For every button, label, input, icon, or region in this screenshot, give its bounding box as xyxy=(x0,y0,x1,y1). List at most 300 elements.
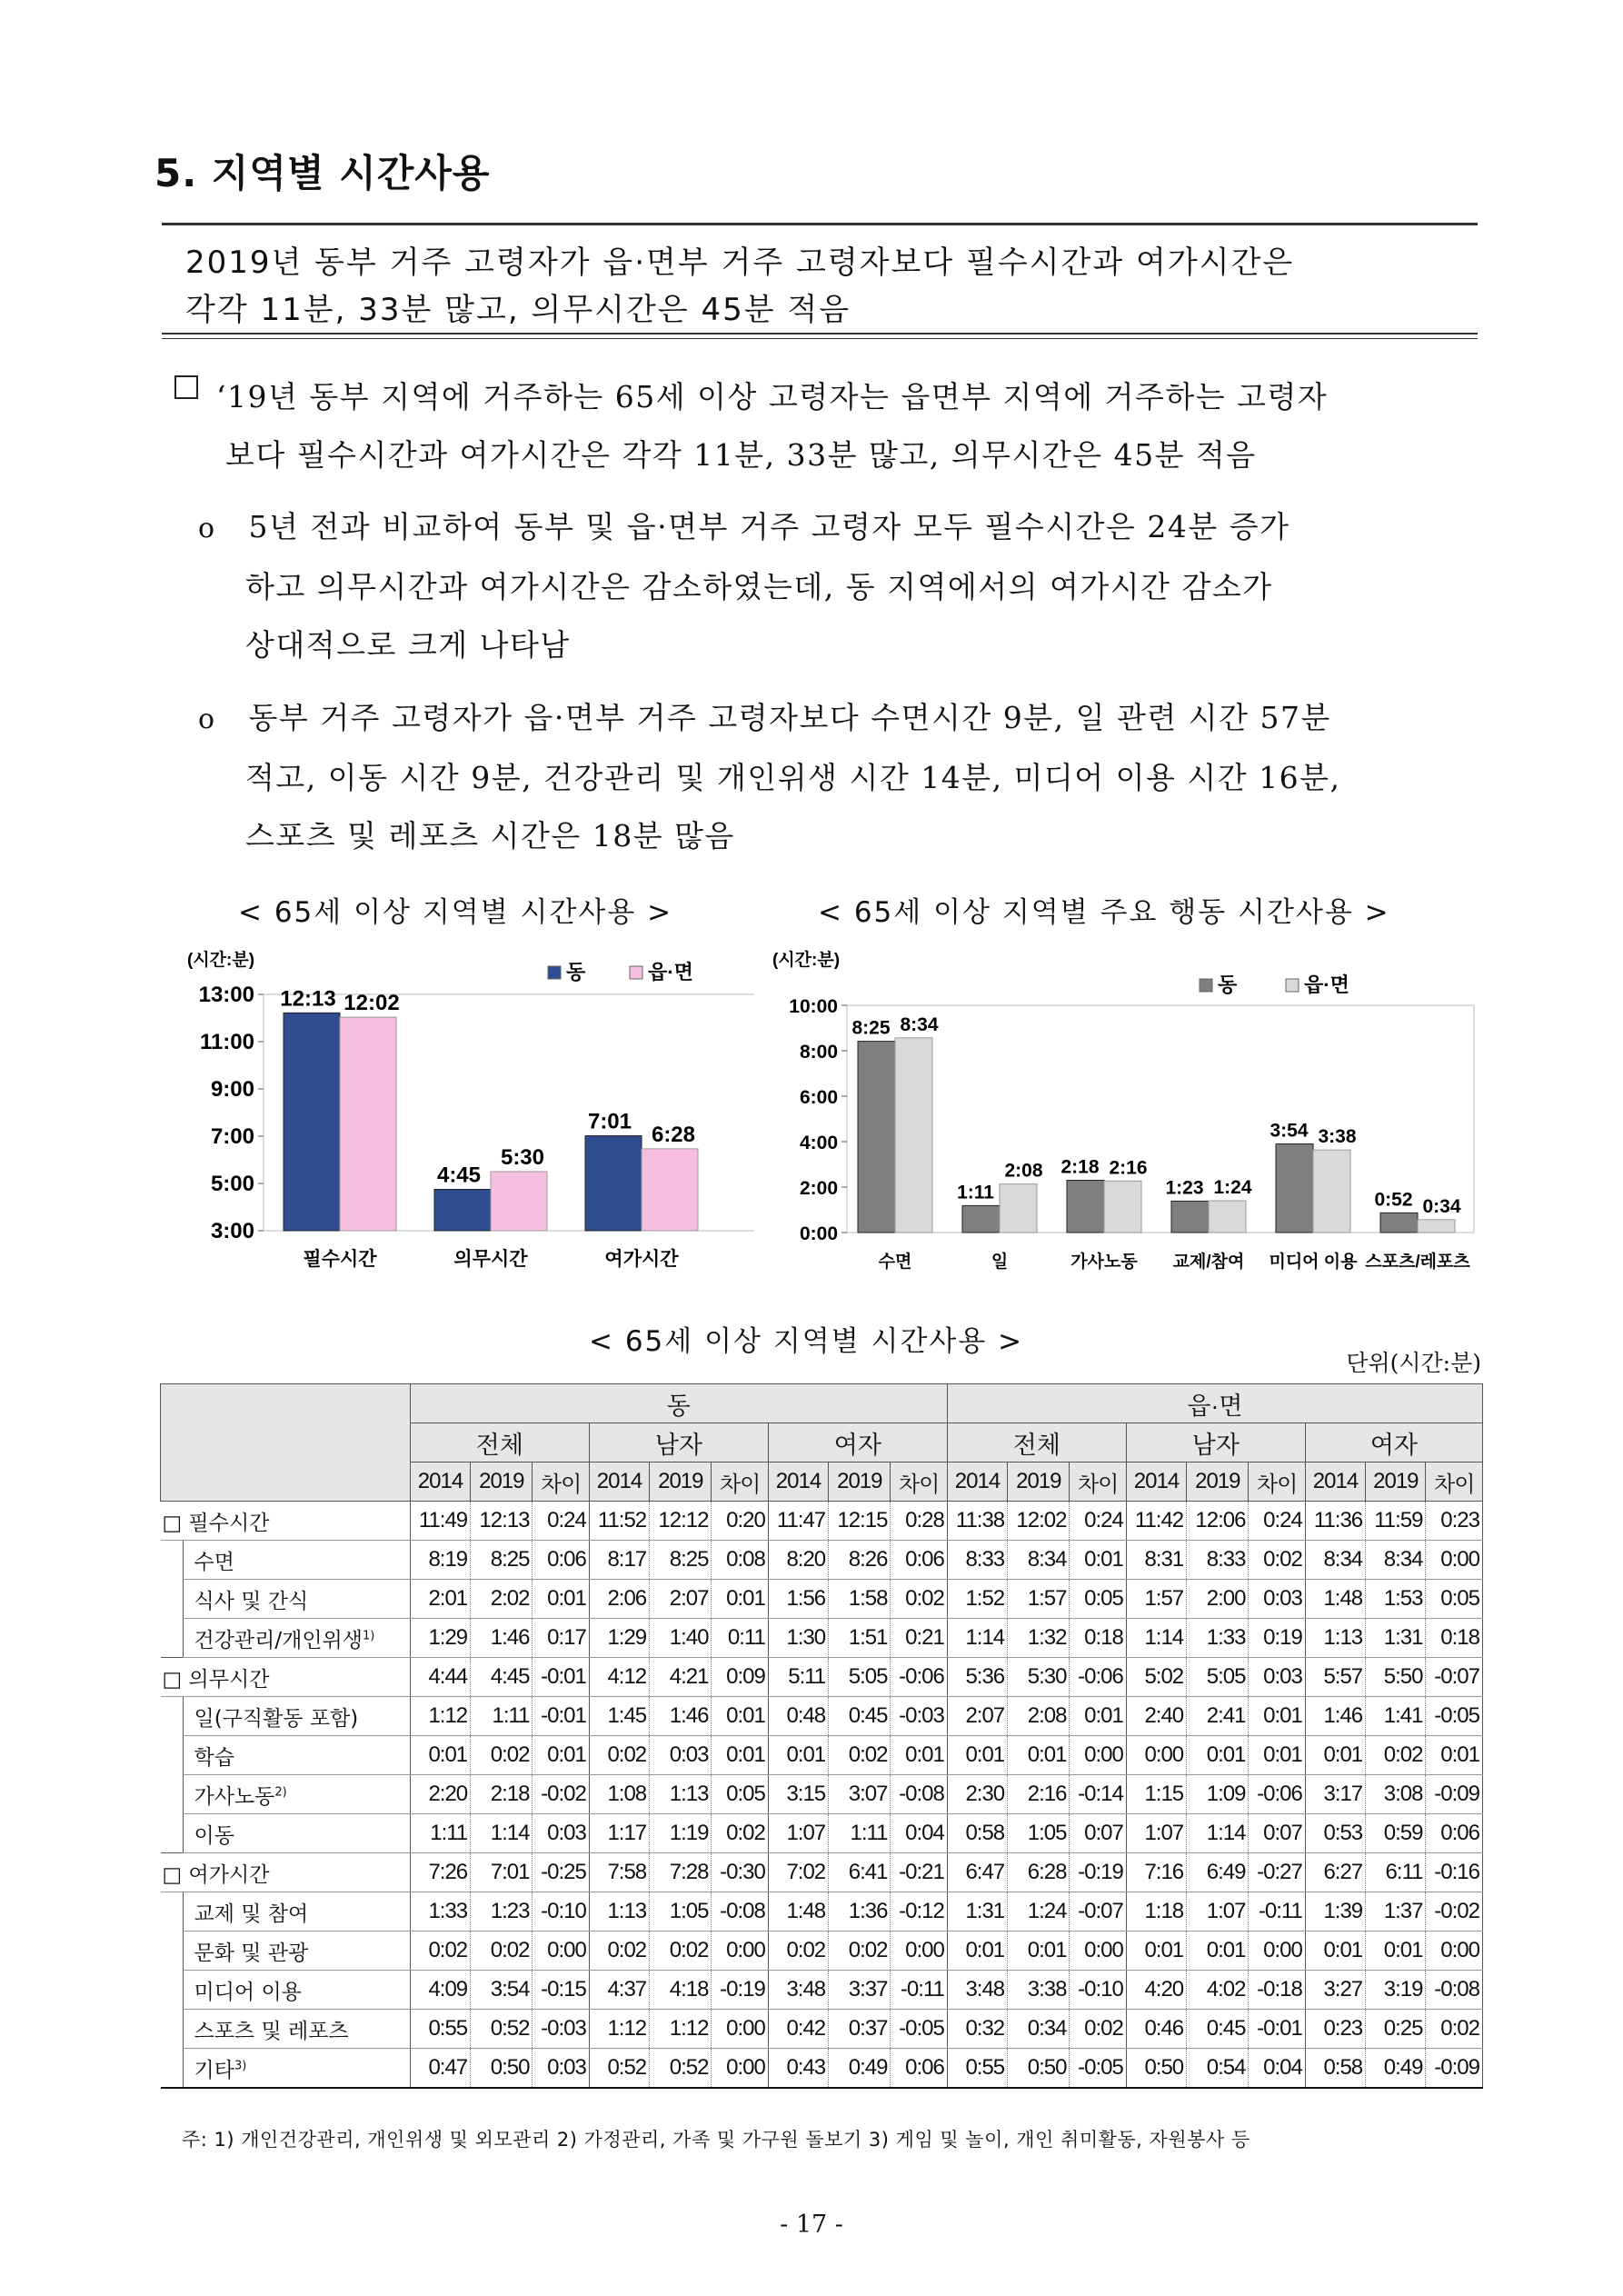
table-cell: 0:01 xyxy=(712,1736,768,1775)
table-cell: 0:03 xyxy=(533,1814,589,1853)
table-cell: 5:36 xyxy=(947,1658,1007,1697)
table-cell: 0:00 xyxy=(1070,1932,1126,1971)
table-cell: 12:02 xyxy=(1008,1502,1070,1541)
table-cell: 0:01 xyxy=(410,1736,470,1775)
bar-dong xyxy=(1171,1201,1209,1233)
table-cell: 1:58 xyxy=(829,1580,891,1619)
region-header: 읍·면 xyxy=(947,1384,1482,1423)
table-cell: 8:33 xyxy=(1187,1541,1249,1580)
table-cell: 0:02 xyxy=(650,1932,712,1971)
table-cell: -0:02 xyxy=(1426,1892,1483,1932)
table-cell: 8:26 xyxy=(829,1541,891,1580)
footnote-marker: 3) xyxy=(234,2058,247,2072)
table-cell: 0:23 xyxy=(1305,2010,1365,2049)
table-cell: 0:18 xyxy=(1070,1619,1126,1658)
table-cell: 1:32 xyxy=(1008,1619,1070,1658)
row-indent xyxy=(161,1580,184,1619)
table-row xyxy=(161,2010,1483,2049)
table-cell: 0:03 xyxy=(1249,1658,1305,1697)
table-cell: -0:10 xyxy=(1070,1971,1126,2010)
table-row xyxy=(161,1775,1483,1814)
legend-label: 읍·면 xyxy=(1304,973,1349,996)
row-label xyxy=(183,1697,410,1736)
table-cell: 0:50 xyxy=(1126,2049,1186,2089)
table-cell: 0:00 xyxy=(891,1932,947,1971)
table-cell: 2:20 xyxy=(410,1775,470,1814)
bar-dong xyxy=(434,1190,491,1232)
table-header-regions xyxy=(161,1384,1483,1423)
table-cell: 0:01 xyxy=(1249,1736,1305,1775)
table-cell: 3:19 xyxy=(1366,1971,1426,2010)
row-label-text: 기타 xyxy=(194,2058,234,2082)
table-cell: 4:09 xyxy=(410,1971,470,2010)
table-cell: -0:06 xyxy=(1070,1658,1126,1697)
table-cell: 1:14 xyxy=(1126,1619,1186,1658)
row-label-text: 교제 및 참여 xyxy=(194,1902,309,1926)
table-cell: 1:07 xyxy=(768,1814,828,1853)
group-header: 여자 xyxy=(768,1423,947,1462)
bullet2-line-1: 동부 거주 고령자가 읍·면부 거주 고령자보다 수면시간 9분, 일 관련 시간 57분 xyxy=(248,700,1331,735)
table-cell: 5:30 xyxy=(1008,1658,1070,1697)
table-cell: 11:59 xyxy=(1366,1502,1426,1541)
footnote-marker: 1) xyxy=(363,1628,375,1642)
y-tick-label: 10:00 xyxy=(789,996,838,1017)
table-cell: 0:01 xyxy=(1187,1932,1249,1971)
table-cell: 8:34 xyxy=(1008,1541,1070,1580)
bar-dong xyxy=(1276,1144,1313,1233)
table-cell: 0:01 xyxy=(712,1580,768,1619)
table-cell: 0:02 xyxy=(1426,2010,1483,2049)
group-header: 남자 xyxy=(589,1423,768,1462)
table-cell: 0:52 xyxy=(471,2010,533,2049)
data-label: 1:24 xyxy=(1213,1177,1252,1198)
year-header: 차이 xyxy=(1426,1462,1483,1502)
table-cell: 0:55 xyxy=(947,2049,1007,2089)
table-cell: 2:18 xyxy=(471,1775,533,1814)
table-cell: 0:34 xyxy=(1008,2010,1070,2049)
table-cell: 0:42 xyxy=(768,2010,828,2049)
table-cell: -0:14 xyxy=(1070,1775,1126,1814)
year-header: 2014 xyxy=(1305,1462,1365,1502)
table-cell: 0:46 xyxy=(1126,2010,1186,2049)
table-row xyxy=(161,1736,1483,1775)
legend-label: 동 xyxy=(566,961,586,983)
year-header: 2019 xyxy=(471,1462,533,1502)
table-cell: 0:00 xyxy=(712,1932,768,1971)
table-cell: -0:03 xyxy=(891,1697,947,1736)
bar-dong xyxy=(585,1136,642,1231)
bar-eupmyeon xyxy=(340,1017,396,1231)
row-label-text: □ 여가시간 xyxy=(162,1862,270,1887)
table-cell: 6:41 xyxy=(829,1853,891,1892)
table-cell: 0:02 xyxy=(1366,1736,1426,1775)
category-label: 미디어 이용 xyxy=(1269,1253,1358,1272)
row-label-text: 건강관리/개인위생 xyxy=(194,1628,363,1652)
table-title: < 65세 이상 지역별 시간사용 > xyxy=(589,1325,1024,1358)
table-cell: 1:11 xyxy=(471,1697,533,1736)
year-header: 차이 xyxy=(712,1462,768,1502)
table-cell: 1:31 xyxy=(947,1892,1007,1932)
table-cell: -0:19 xyxy=(712,1971,768,2010)
table-cell: 0:01 xyxy=(1366,1932,1426,1971)
table-cell: 5:02 xyxy=(1126,1658,1186,1697)
table-cell: 1:40 xyxy=(650,1619,712,1658)
y-tick-label: 11:00 xyxy=(199,1030,254,1054)
table-cell: -0:19 xyxy=(1070,1853,1126,1892)
table-cell: 1:46 xyxy=(471,1619,533,1658)
table-cell: 0:01 xyxy=(891,1736,947,1775)
row-label-text: 미디어 이용 xyxy=(194,1980,302,2004)
table-cell: 0:20 xyxy=(712,1502,768,1541)
data-label: 0:34 xyxy=(1422,1195,1461,1217)
table-cell: 1:12 xyxy=(410,1697,470,1736)
table-cell: 0:00 xyxy=(1426,1541,1483,1580)
table-cell: 0:59 xyxy=(1366,1814,1426,1853)
table-cell: 0:01 xyxy=(1008,1932,1070,1971)
table-cell: -0:18 xyxy=(1249,1971,1305,2010)
table-cell: 8:17 xyxy=(589,1541,649,1580)
table-cell: -0:09 xyxy=(1426,2049,1483,2089)
table-cell: 1:57 xyxy=(1008,1580,1070,1619)
row-indent xyxy=(161,1736,184,1775)
table-cell: 2:41 xyxy=(1187,1697,1249,1736)
table-cell: 0:58 xyxy=(947,1814,1007,1853)
category-label: 필수시간 xyxy=(303,1249,377,1270)
year-header: 차이 xyxy=(1070,1462,1126,1502)
table-cell: 2:07 xyxy=(947,1697,1007,1736)
y-tick-label: 2:00 xyxy=(799,1178,838,1199)
table-cell: 4:44 xyxy=(410,1658,470,1697)
table-cell: 0:03 xyxy=(533,2049,589,2089)
table-cell: 5:50 xyxy=(1366,1658,1426,1697)
table-cell: 1:39 xyxy=(1305,1892,1365,1932)
main-paragraph-line-2: 보다 필수시간과 여가시간은 각각 11분, 33분 많고, 의무시간은 45분 적음 xyxy=(225,437,1257,473)
table-cell: 6:28 xyxy=(1008,1853,1070,1892)
table-cell: 3:17 xyxy=(1305,1775,1365,1814)
table-cell: -0:06 xyxy=(1249,1775,1305,1814)
table-cell: 0:24 xyxy=(1070,1502,1126,1541)
y-tick-label: 6:00 xyxy=(799,1087,838,1108)
table-cell: 2:00 xyxy=(1187,1580,1249,1619)
row-label xyxy=(161,1502,411,1541)
table-cell: 0:24 xyxy=(1249,1502,1305,1541)
table-cell: 0:08 xyxy=(712,1541,768,1580)
table-cell: 0:03 xyxy=(1249,1580,1305,1619)
y-tick-label: 4:00 xyxy=(799,1133,838,1153)
chart-regional-activity-time-use xyxy=(772,945,1481,1291)
table-cell: 0:01 xyxy=(1305,1932,1365,1971)
row-label xyxy=(183,1619,410,1658)
table-cell: 5:11 xyxy=(768,1658,828,1697)
year-header: 차이 xyxy=(891,1462,947,1502)
table-cell: 1:12 xyxy=(589,2010,649,2049)
table-cell: 1:12 xyxy=(650,2010,712,2049)
table-cell: 6:49 xyxy=(1187,1853,1249,1892)
table-cell: 0:54 xyxy=(1187,2049,1249,2089)
table-cell: 0:05 xyxy=(712,1775,768,1814)
table-cell: 0:06 xyxy=(891,1541,947,1580)
chart-unit-label: (시간:분) xyxy=(772,951,841,970)
table-cell: -0:01 xyxy=(533,1658,589,1697)
row-label-text: 식사 및 간식 xyxy=(194,1589,309,1613)
table-cell: -0:08 xyxy=(1426,1971,1483,2010)
table-cell: 0:01 xyxy=(1126,1932,1186,1971)
row-label-text: □ 의무시간 xyxy=(162,1667,270,1692)
table-cell: 1:24 xyxy=(1008,1892,1070,1932)
category-label: 수면 xyxy=(878,1253,912,1272)
table-cell: 1:48 xyxy=(768,1892,828,1932)
checkbox-square-icon xyxy=(174,375,198,399)
table-cell: 7:01 xyxy=(471,1853,533,1892)
table-cell: 8:34 xyxy=(1305,1541,1365,1580)
table-cell: 3:48 xyxy=(768,1971,828,2010)
table-row xyxy=(161,1814,1483,1853)
bar-dong xyxy=(962,1205,1000,1233)
category-label: 일 xyxy=(991,1253,1009,1272)
row-label xyxy=(183,1541,410,1580)
group-header: 남자 xyxy=(1126,1423,1305,1462)
table-cell: 0:01 xyxy=(1070,1697,1126,1736)
table-cell: 8:34 xyxy=(1366,1541,1426,1580)
summary-text xyxy=(185,239,1458,334)
table-cell: 0:32 xyxy=(947,2010,1007,2049)
table-cell: 0:06 xyxy=(533,1541,589,1580)
table-cell: -0:21 xyxy=(891,1853,947,1892)
row-label-text: 학습 xyxy=(194,1745,234,1770)
table-cell: 0:04 xyxy=(1249,2049,1305,2089)
footnote: 주: 1) 개인건강관리, 개인위생 및 외모관리 2) 가정관리, 가족 및 가구원 돌보기 3) 게임 및 놀이, 개인 취미활동, 자원봉사 등 xyxy=(182,2129,1250,2151)
table-cell: 1:33 xyxy=(410,1892,470,1932)
table-cell: 3:08 xyxy=(1366,1775,1426,1814)
table-cell: 3:37 xyxy=(829,1971,891,2010)
table-row xyxy=(161,1658,1483,1697)
table-cell: 0:48 xyxy=(768,1697,828,1736)
table-cell: 4:02 xyxy=(1187,1971,1249,2010)
row-label xyxy=(161,1658,411,1697)
table-cell: -0:07 xyxy=(1426,1658,1483,1697)
row-label xyxy=(183,1580,410,1619)
table-cell: 1:07 xyxy=(1187,1892,1249,1932)
table-row xyxy=(161,1541,1483,1580)
table-cell: 0:01 xyxy=(1426,1736,1483,1775)
table-cell: 0:01 xyxy=(1187,1736,1249,1775)
table-cell: 0:01 xyxy=(947,1932,1007,1971)
table-cell: 0:01 xyxy=(1008,1736,1070,1775)
table-cell: 0:23 xyxy=(1426,1502,1483,1541)
table-cell: 0:01 xyxy=(533,1580,589,1619)
table-cell: 1:14 xyxy=(1187,1814,1249,1853)
table-cell: 8:25 xyxy=(650,1541,712,1580)
table-cell: 2:01 xyxy=(410,1580,470,1619)
table-cell: 0:17 xyxy=(533,1619,589,1658)
table-cell: -0:11 xyxy=(891,1971,947,2010)
table-cell: 0:01 xyxy=(768,1736,828,1775)
table-cell: 1:48 xyxy=(1305,1580,1365,1619)
table-cell: 0:19 xyxy=(1249,1619,1305,1658)
table-cell: 0:02 xyxy=(589,1932,649,1971)
table-cell: 1:53 xyxy=(1366,1580,1426,1619)
table-cell: 1:05 xyxy=(650,1892,712,1932)
group-header: 전체 xyxy=(410,1423,589,1462)
table-cell: 11:52 xyxy=(589,1502,649,1541)
footnote-marker: 2) xyxy=(274,1784,287,1799)
table-cell: 2:06 xyxy=(589,1580,649,1619)
data-label: 6:28 xyxy=(651,1122,696,1147)
table-cell: 7:28 xyxy=(650,1853,712,1892)
year-header: 2019 xyxy=(1008,1462,1070,1502)
table-cell: 1:14 xyxy=(947,1619,1007,1658)
table-cell: 8:31 xyxy=(1126,1541,1186,1580)
row-indent xyxy=(161,1619,184,1658)
table-cell: 11:47 xyxy=(768,1502,828,1541)
table-cell: 0:00 xyxy=(1070,1736,1126,1775)
data-label: 1:23 xyxy=(1165,1177,1204,1199)
table-cell: 0:05 xyxy=(1426,1580,1483,1619)
category-label: 가사노동 xyxy=(1070,1253,1138,1272)
table-cell: -0:12 xyxy=(891,1892,947,1932)
table-cell: 0:24 xyxy=(533,1502,589,1541)
data-label: 2:16 xyxy=(1109,1157,1148,1179)
table-cell: 1:18 xyxy=(1126,1892,1186,1932)
table-cell: 1:19 xyxy=(650,1814,712,1853)
table-cell: 0:25 xyxy=(1366,2010,1426,2049)
table-cell: 1:08 xyxy=(589,1775,649,1814)
table-cell: 0:09 xyxy=(712,1658,768,1697)
data-label: 8:34 xyxy=(900,1013,939,1035)
bar-eupmyeon xyxy=(1000,1184,1037,1233)
table-cell: 0:06 xyxy=(1426,1814,1483,1853)
table-cell: 0:00 xyxy=(712,2049,768,2089)
table-row xyxy=(161,1619,1483,1658)
bullet-paragraph-1 xyxy=(198,498,1479,674)
table-cell: 4:20 xyxy=(1126,1971,1186,2010)
y-tick-label: 0:00 xyxy=(799,1223,838,1244)
row-label xyxy=(183,1892,410,1932)
table-cell: 0:49 xyxy=(829,2049,891,2089)
data-label: 7:01 xyxy=(587,1109,632,1134)
table-cell: 12:13 xyxy=(471,1502,533,1541)
year-header: 2014 xyxy=(947,1462,1007,1502)
table-cell: 0:02 xyxy=(768,1932,828,1971)
main-paragraph-line-1: ‘19년 동부 지역에 거주하는 65세 이상 고령자는 읍면부 지역에 거주하는 고령자 xyxy=(216,379,1329,414)
table-cell: -0:03 xyxy=(533,2010,589,2049)
year-header: 2014 xyxy=(768,1462,828,1502)
year-header: 2019 xyxy=(1187,1462,1249,1502)
year-header: 2014 xyxy=(589,1462,649,1502)
y-tick-label: 7:00 xyxy=(210,1124,254,1149)
table-cell: 4:12 xyxy=(589,1658,649,1697)
table-cell: 1:29 xyxy=(589,1619,649,1658)
category-label: 의무시간 xyxy=(453,1249,528,1270)
table-row xyxy=(161,1971,1483,2010)
table-cell: 1:07 xyxy=(1126,1814,1186,1853)
table-cell: 1:37 xyxy=(1366,1892,1426,1932)
table-cell: -0:11 xyxy=(1249,1892,1305,1932)
table-cell: 0:47 xyxy=(410,2049,470,2089)
bullet1-line-2: 하고 의무시간과 여가시간은 감소하였는데, 동 지역에서의 여가시간 감소가 xyxy=(245,569,1273,604)
table-cell: -0:30 xyxy=(712,1853,768,1892)
legend-label: 읍·면 xyxy=(648,961,693,983)
table-cell: 0:45 xyxy=(829,1697,891,1736)
year-header: 2014 xyxy=(410,1462,470,1502)
table-cell: 5:05 xyxy=(1187,1658,1249,1697)
table-cell: 0:00 xyxy=(1126,1736,1186,1775)
summary-box xyxy=(162,223,1478,339)
table-cell: 12:06 xyxy=(1187,1502,1249,1541)
table-cell: 2:07 xyxy=(650,1580,712,1619)
table-cell: 3:48 xyxy=(947,1971,1007,2010)
bar-dong xyxy=(1067,1181,1104,1233)
row-indent xyxy=(161,1971,184,2010)
main-paragraph xyxy=(216,368,1479,484)
table-cell: 8:25 xyxy=(471,1541,533,1580)
table-cell: 1:52 xyxy=(947,1580,1007,1619)
legend-swatch xyxy=(630,966,642,979)
table-cell: -0:08 xyxy=(891,1775,947,1814)
bullet2-line-2: 적고, 이동 시간 9분, 건강관리 및 개인위생 시간 14분, 미디어 이용 시간 16분, xyxy=(245,760,1341,795)
row-label-text: 스포츠 및 레포츠 xyxy=(194,2019,349,2043)
table-cell: 1:30 xyxy=(768,1619,828,1658)
table-cell: 3:38 xyxy=(1008,1971,1070,2010)
table-cell: 1:11 xyxy=(410,1814,470,1853)
legend-swatch xyxy=(1286,979,1299,992)
table-cell: 1:09 xyxy=(1187,1775,1249,1814)
bar-eupmyeon xyxy=(1313,1150,1350,1233)
year-header: 2014 xyxy=(1126,1462,1186,1502)
table-cell: -0:05 xyxy=(1426,1697,1483,1736)
table-row xyxy=(161,1697,1483,1736)
y-tick-label: 8:00 xyxy=(799,1042,838,1063)
table-cell: 1:51 xyxy=(829,1619,891,1658)
table-cell: 12:12 xyxy=(650,1502,712,1541)
table-cell: 1:41 xyxy=(1366,1697,1426,1736)
data-label: 1:11 xyxy=(957,1182,994,1203)
table-cell: 0:21 xyxy=(891,1619,947,1658)
group-header: 전체 xyxy=(947,1423,1126,1462)
row-label-text: 이동 xyxy=(194,1823,234,1848)
year-header: 차이 xyxy=(1249,1462,1305,1502)
table-cell: 1:14 xyxy=(471,1814,533,1853)
data-label: 2:08 xyxy=(1004,1160,1043,1182)
table-cell: 0:02 xyxy=(471,1736,533,1775)
table-cell: 1:56 xyxy=(768,1580,828,1619)
table-cell: -0:16 xyxy=(1426,1853,1483,1892)
row-label-text: 일(구직활동 포함) xyxy=(194,1706,359,1731)
table-cell: 0:02 xyxy=(1249,1541,1305,1580)
table-cell: 1:29 xyxy=(410,1619,470,1658)
table-cell: 4:21 xyxy=(650,1658,712,1697)
legend-swatch xyxy=(548,966,561,979)
table-cell: 0:01 xyxy=(947,1736,1007,1775)
table-cell: 2:02 xyxy=(471,1580,533,1619)
data-label: 3:38 xyxy=(1318,1126,1357,1148)
table-cell: 0:01 xyxy=(533,1736,589,1775)
table-cell: 0:06 xyxy=(891,2049,947,2089)
table-cell: 0:01 xyxy=(1070,1541,1126,1580)
table-cell: 3:54 xyxy=(471,1971,533,2010)
bar-dong xyxy=(284,1013,340,1231)
table-cell: -0:02 xyxy=(533,1775,589,1814)
y-tick-label: 9:00 xyxy=(210,1077,254,1102)
data-label: 2:18 xyxy=(1060,1156,1100,1178)
bullet1-line-3: 상대적으로 크게 나타남 xyxy=(245,627,571,663)
table-cell: -0:10 xyxy=(533,1892,589,1932)
table-row xyxy=(161,1892,1483,1932)
table-cell: 0:00 xyxy=(1249,1932,1305,1971)
table-cell: 0:49 xyxy=(1366,2049,1426,2089)
row-label-text: 가사노동 xyxy=(194,1784,275,1809)
category-label: 여가시간 xyxy=(604,1249,679,1270)
